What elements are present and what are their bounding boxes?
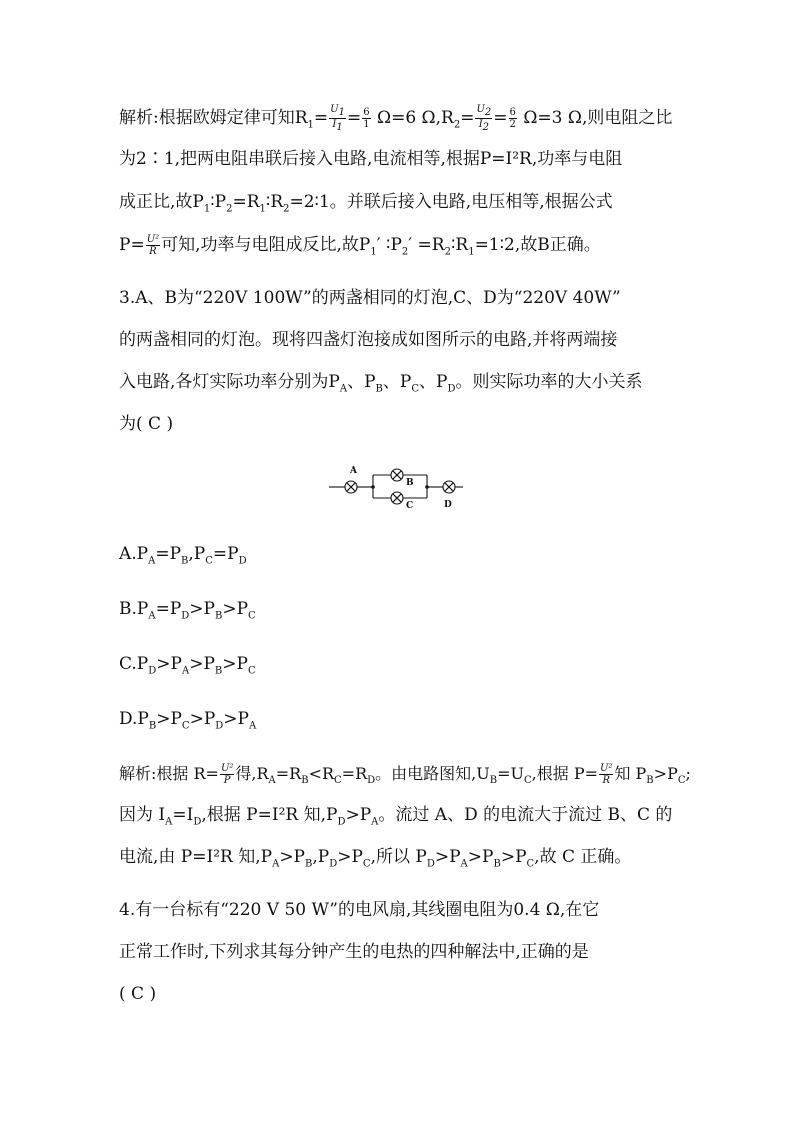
fraction [329, 104, 346, 133]
text: = [460, 108, 475, 128]
label-c: C [406, 501, 414, 511]
analysis1-line4: P= $\frac{\text{U²}}{R}$ 可知,功率与电阻成反比,故$P_1'$ $∶P_2'$ $=R_2∶R_1=1∶2$,故B正确。 [119, 234, 601, 258]
option-d: $D.P_B>P_C>P_D>P_A$ [119, 709, 257, 732]
text: I [332, 119, 337, 130]
fraction: $\frac{6}{2}$ [509, 107, 516, 130]
subscript: 2 [453, 119, 461, 131]
fraction: $\frac{6}{1}$ [363, 107, 370, 130]
text: 解析:根据欧姆定律可知R [119, 108, 308, 128]
question3-line3: 入电路,各灯实际功率分别为$P_A$、$P_B$、$P_C$、$P_D$。则实际功率的大小关系 [119, 372, 643, 395]
fraction: $\frac{U_2}{I_2}$ [476, 104, 492, 133]
fraction: $\frac{\text{U²}}{R}$ [146, 234, 160, 257]
question4-line1: 4.有一台标有“220 V 50 W”的电风扇,其线圈电阻为0.4 Ω,在它 [119, 900, 600, 920]
label-b: B [406, 478, 414, 488]
analysis2-line1: 解析:根据 R= $\frac{\text{U²}}{P}$ 得$,R_A=R_B<R_C=R_D$。由电路图知$,U_B=U_C$,根据 P= $\frac{\text{U²}}{R}$ 知 $P_B>P_C$; [119, 763, 691, 787]
fraction: $\frac{\text{U²}}{P}$ [220, 763, 234, 786]
text: Ω=3 Ω,则电阻之比 [517, 108, 673, 128]
option-b: $B.P_A=P_D>P_B>P_C$ [119, 599, 256, 622]
analysis1-line2: 为2∶1,把两电阻串联后接入电路,电流相等,根据P=I²R,功率与电阻 [119, 149, 623, 169]
fraction: $\frac{\text{U²}}{R}$ [600, 763, 613, 786]
label-a: A [350, 466, 357, 476]
analysis2-line2: 因为 $I_A=I_D$,根据 P=I²R 知$,P_D>P_A$。流过 A、D 的电流大于流过 B、C 的 [119, 805, 673, 828]
label-d: D [444, 500, 452, 510]
circuit-diagram [329, 462, 465, 512]
subscript: 1 [307, 119, 314, 131]
text: = [346, 108, 362, 128]
subscript: 1 [336, 122, 343, 133]
text: = [313, 108, 329, 128]
analysis1-line3: 成正比,故$P_1∶P_2=R_1∶R_2=2∶1$。并联后接入电路,电压相等,根据公式 [119, 192, 613, 215]
question3-line4: 为( C ) [119, 414, 174, 434]
analysis2-line3: 电流,由 P=I²R 知$,P_A>P_B,P_D>P_C$,所以 $P_D>P_A>P_B>P_C$,故 C 正确。 [119, 847, 632, 870]
subscript: 1 [338, 107, 345, 118]
question4-line3: ( C ) [119, 984, 157, 1004]
text: = [493, 108, 508, 128]
question4-line2: 正常工作时,下列求其每分钟产生的电热的四种解法中,正确的是 [119, 942, 589, 962]
text: Ω=6 Ω,R [371, 108, 454, 128]
question3-line1: 3.A、B为“220V 100W”的两盏相同的灯泡,C、D为“220V 40W” [119, 288, 621, 308]
option-c: $C.P_D>P_A>P_B>P_C$ [119, 654, 256, 677]
option-a: $A.P_A=P_B,P_C=P_D$ [119, 544, 247, 567]
analysis1-line1 [119, 104, 672, 137]
text: U [330, 104, 339, 115]
question3-line2: 的两盏相同的灯泡。现将四盏灯泡接成如图所示的电路,并将两端接 [119, 330, 618, 350]
